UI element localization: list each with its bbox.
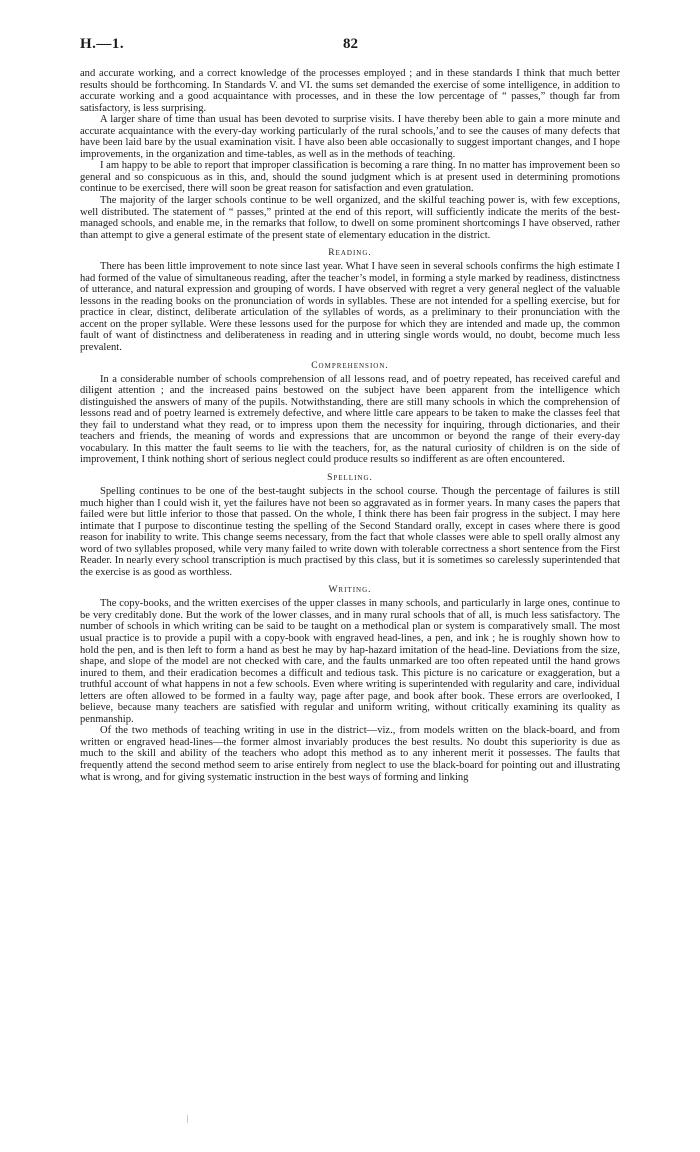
paragraph: The majority of the larger schools continue to be well organized, and the skilful teaching power is, with few exceptions, well distributed. The statement of “ passes,” printed at the end of this report, will sufficiently indicate the merits of the best-managed schools, and enable me, in the remarks that follow, to dwell on some prominent shortcomings I have observed, rather than attempt to give a general estimate of the present state of elementary education in the district.	[80, 195, 620, 241]
paragraph: I am happy to be able to report that improper classification is becoming a rare thing. In no matter has improvement been so general and so conspicuous as in this, and, should the sound judgment which is at present used in determining promotions continue to be exercised, there will soon be great reason for satisfaction and even gratulation.	[80, 160, 620, 195]
section-heading-comprehension: Comprehension.	[311, 360, 389, 371]
page-number: 82	[343, 36, 358, 52]
stray-mark: |	[187, 1114, 189, 1123]
paragraph: Of the two methods of teaching writing in use in the district—viz., from models written on the black-board, and from written or engraved head-lines—the former almost invariably produces the best results. No doubt this superiority is due as much to the skill and ability of the teachers who adopt this method as to any inherent merit it possesses. The faults that frequently attend the second method seem to arise entirely from neglect to use the black-board for pointing out and illustrating what is wrong, and for giving systematic instruction in the best ways of forming and linking	[80, 725, 620, 783]
series-id: H.—1.	[80, 36, 125, 52]
body-text	[80, 68, 620, 783]
paragraph: A larger share of time than usual has been devoted to surprise visits. I have thereby been able to gain a more minute and accurate acquaintance with the every-day working particularly of the rural schools,’and to see the causes of many defects that have been laid bare by the usual examination visit. I have also been able occasionally to suggest important changes, and I hope improvements, in the organization and time-tables, as well as in the methods of teaching.	[80, 114, 620, 160]
paragraph: There has been little improvement to note since last year. What I have seen in several schools confirms the high estimate I had formed of the value of simultaneous reading, after the teacher’s model, in forming a style marked by readiness, distinctness of utterance, and natural expression and grouping of words. I have observed with regret a very general neglect of the valuable lessons in the reading books on the pronunciation of words in syllables. These are not intended for a spelling exercise, but for practice in clear, distinct, deliberate articulation of the syllables of words, as a preliminary to their pronunciation with the accent on the proper syllable. Were these lessons used for the purpose for which they are intended and made up, the common fault of want of distinctness and deliberateness in reading and in uttering single words would, no doubt, become much less prevalent.	[80, 261, 620, 354]
running-header	[80, 36, 620, 56]
paragraph: and accurate working, and a correct knowledge of the processes employed ; and in these standards I think that much better results should be forthcoming. In Standards V. and VI. the sums set demanded the exercise of some intelligence, in addition to accurate working and a good acquaintance with processes, and in these the low percentage of “ passes,” though far from satisfactory, is less surprising.	[80, 68, 620, 114]
paragraph: Spelling continues to be one of the best-taught subjects in the school course. Though the percentage of failures is still much higher than I could wish it, yet the failures have not been so aggravated as in former years. In many cases the papers that failed were but little inferior to those that passed. On the whole, I think there has been fair progress in the subject. I may here intimate that I purpose to discontinue testing the spelling of the Second Standard orally, except in cases where there is good reason for inability to write. This change seems necessary, from the fact that whole classes were able to spell orally almost any word of two syllables proposed, while very many failed to write down with tolerable correctness a short sentence from the First Reader. In nearly every school transcription is much practised by this class, but it is sometimes so carelessly superintended that the exercise is as good as worthless.	[80, 485, 620, 578]
paragraph: The copy-books, and the written exercises of the upper classes in many schools, and particularly in large ones, continue to be very creditably done. But the work of the lower classes, and in many rural schools that of all, is much less satisfactory. The number of schools in which writing can be said to be taught on a methodical plan or system is comparatively small. The most usual practice is to provide a pupil with a copy-book with engraved head-lines, a pen, and ink ; he is roughly shown how to hold the pen, and is then left to form a hand as best he may by hap-hazard imitation of the head-line. Deviations from the size, shape, and slope of the model are not checked with care, and the faults unmarked are too often repeated until the hand grows inured to them, and their eradication becomes a difficult and tedious task. This picture is no caricature or exaggeration, but a truthful account of what happens in not a few schools. Even where writing is superintended with regularity and care, individual letters are often allowed to be formed in a faulty way, page after page, and book after book. These errors are overlooked, I believe, because many teachers are satisfied with regular and uniform writing, without critically examining its quality as penmanship.	[80, 598, 620, 725]
section-heading-writing: Writing.	[328, 585, 372, 596]
section-heading-spelling: Spelling.	[327, 472, 373, 483]
paragraph: In a considerable number of schools comprehension of all lessons read, and of poetry repeated, has received careful and diligent attention ; and the increased pains bestowed on the subject have been apparent from the intelligence which distinguished the answers of many of the pupils. Notwithstanding, there are still many schools in which the comprehension of lessons read and of poetry learned is extremely defective, and where little care appears to be taken to make the classes feel that they fail to understand what they read, or to impress upon them the necessity for inquiring, through dictionaries, and their teachers and friends, the meaning of words and expressions that are uncommon or beyond the range of their every-day vocabulary. In this matter the fault seems to lie with the teachers, for, as the natural curiosity of children is on the side of improvement, I think nothing short of serious neglect could produce results so indifferent as are often encountered.	[80, 373, 620, 466]
section-heading-reading: Reading.	[328, 248, 372, 259]
